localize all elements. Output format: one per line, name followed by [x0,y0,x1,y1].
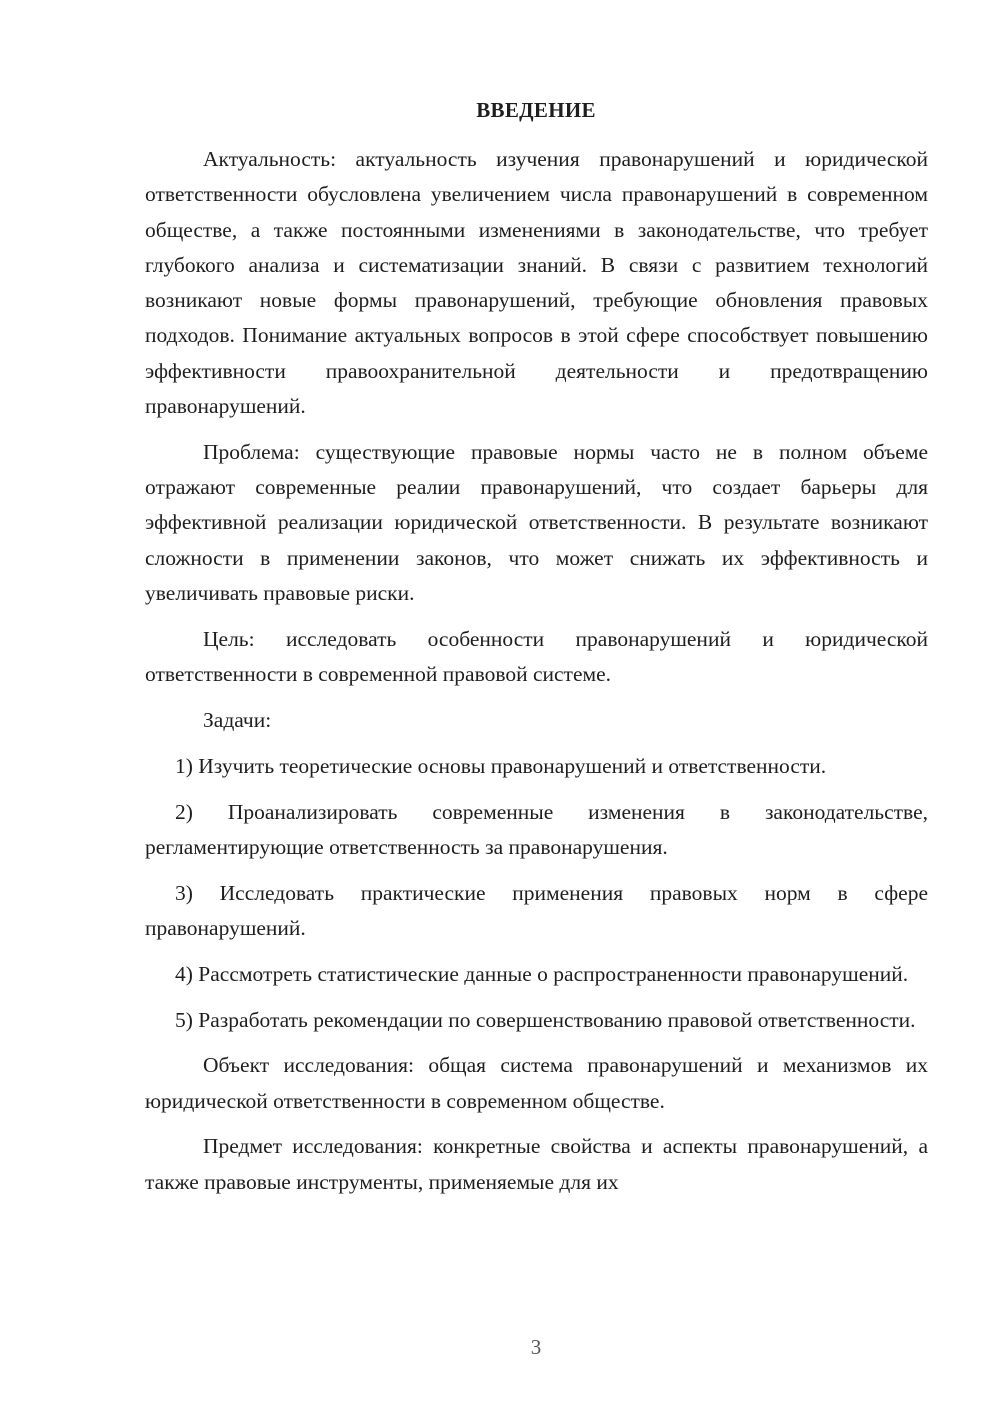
page-title: ВВЕДЕНИЕ [476,98,596,122]
task-item-2: 2) Проанализировать современные изменения в законодательстве, регламентирующие ответственность за правонарушения. [145,799,928,859]
subject-paragraph: Предмет исследования: конкретные свойства и аспекты правонарушений, а также правовые инструменты, применяемые для их [145,1134,928,1194]
task-item-1: 1) Изучить теоретические основы правонарушений и ответственности. [175,753,827,778]
object-paragraph: Объект исследования: общая система правонарушений и механизмов их юридической ответственности в современном обществе. [145,1053,928,1113]
document-body [145,142,928,1200]
task-item-3: 3) Исследовать практические применения правовых норм в сфере правонарушений. [145,880,928,940]
relevance-paragraph: Актуальность: актуальность изучения правонарушений и юридической ответственности обусловлена увеличением числа правонарушений в современном обществе, а также постоянными изменениями в законодательстве, что требует глубокого анализа и систематизации знаний. В связи с развитием технологий возникают новые формы правонарушений, требующие обновления правовых подходов. Понимание актуальных вопросов в этой сфере способствует повышению эффективности правоохранительной деятельности и предотвращению правонарушений. [145,147,928,419]
task-item-5: 5) Разработать рекомендации по совершенствованию правовой ответственности. [175,1007,916,1032]
task-item-4: 4) Рассмотреть статистические данные о распространенности правонарушений. [175,961,909,986]
page-number: 3 [530,1335,542,1359]
tasks-label: Задачи: [203,707,272,732]
goal-paragraph: Цель: исследовать особенности правонарушений и юридической ответственности в современной правовой системе. [145,626,928,687]
problem-paragraph: Проблема: существующие правовые нормы часто не в полном объеме отражают современные реалии правонарушений, что создает барьеры для эффективной реализации юридической ответственности. В результате возникают сложности в применении законов, что может снижать их эффективность и увеличивать правовые риски. [145,439,928,606]
